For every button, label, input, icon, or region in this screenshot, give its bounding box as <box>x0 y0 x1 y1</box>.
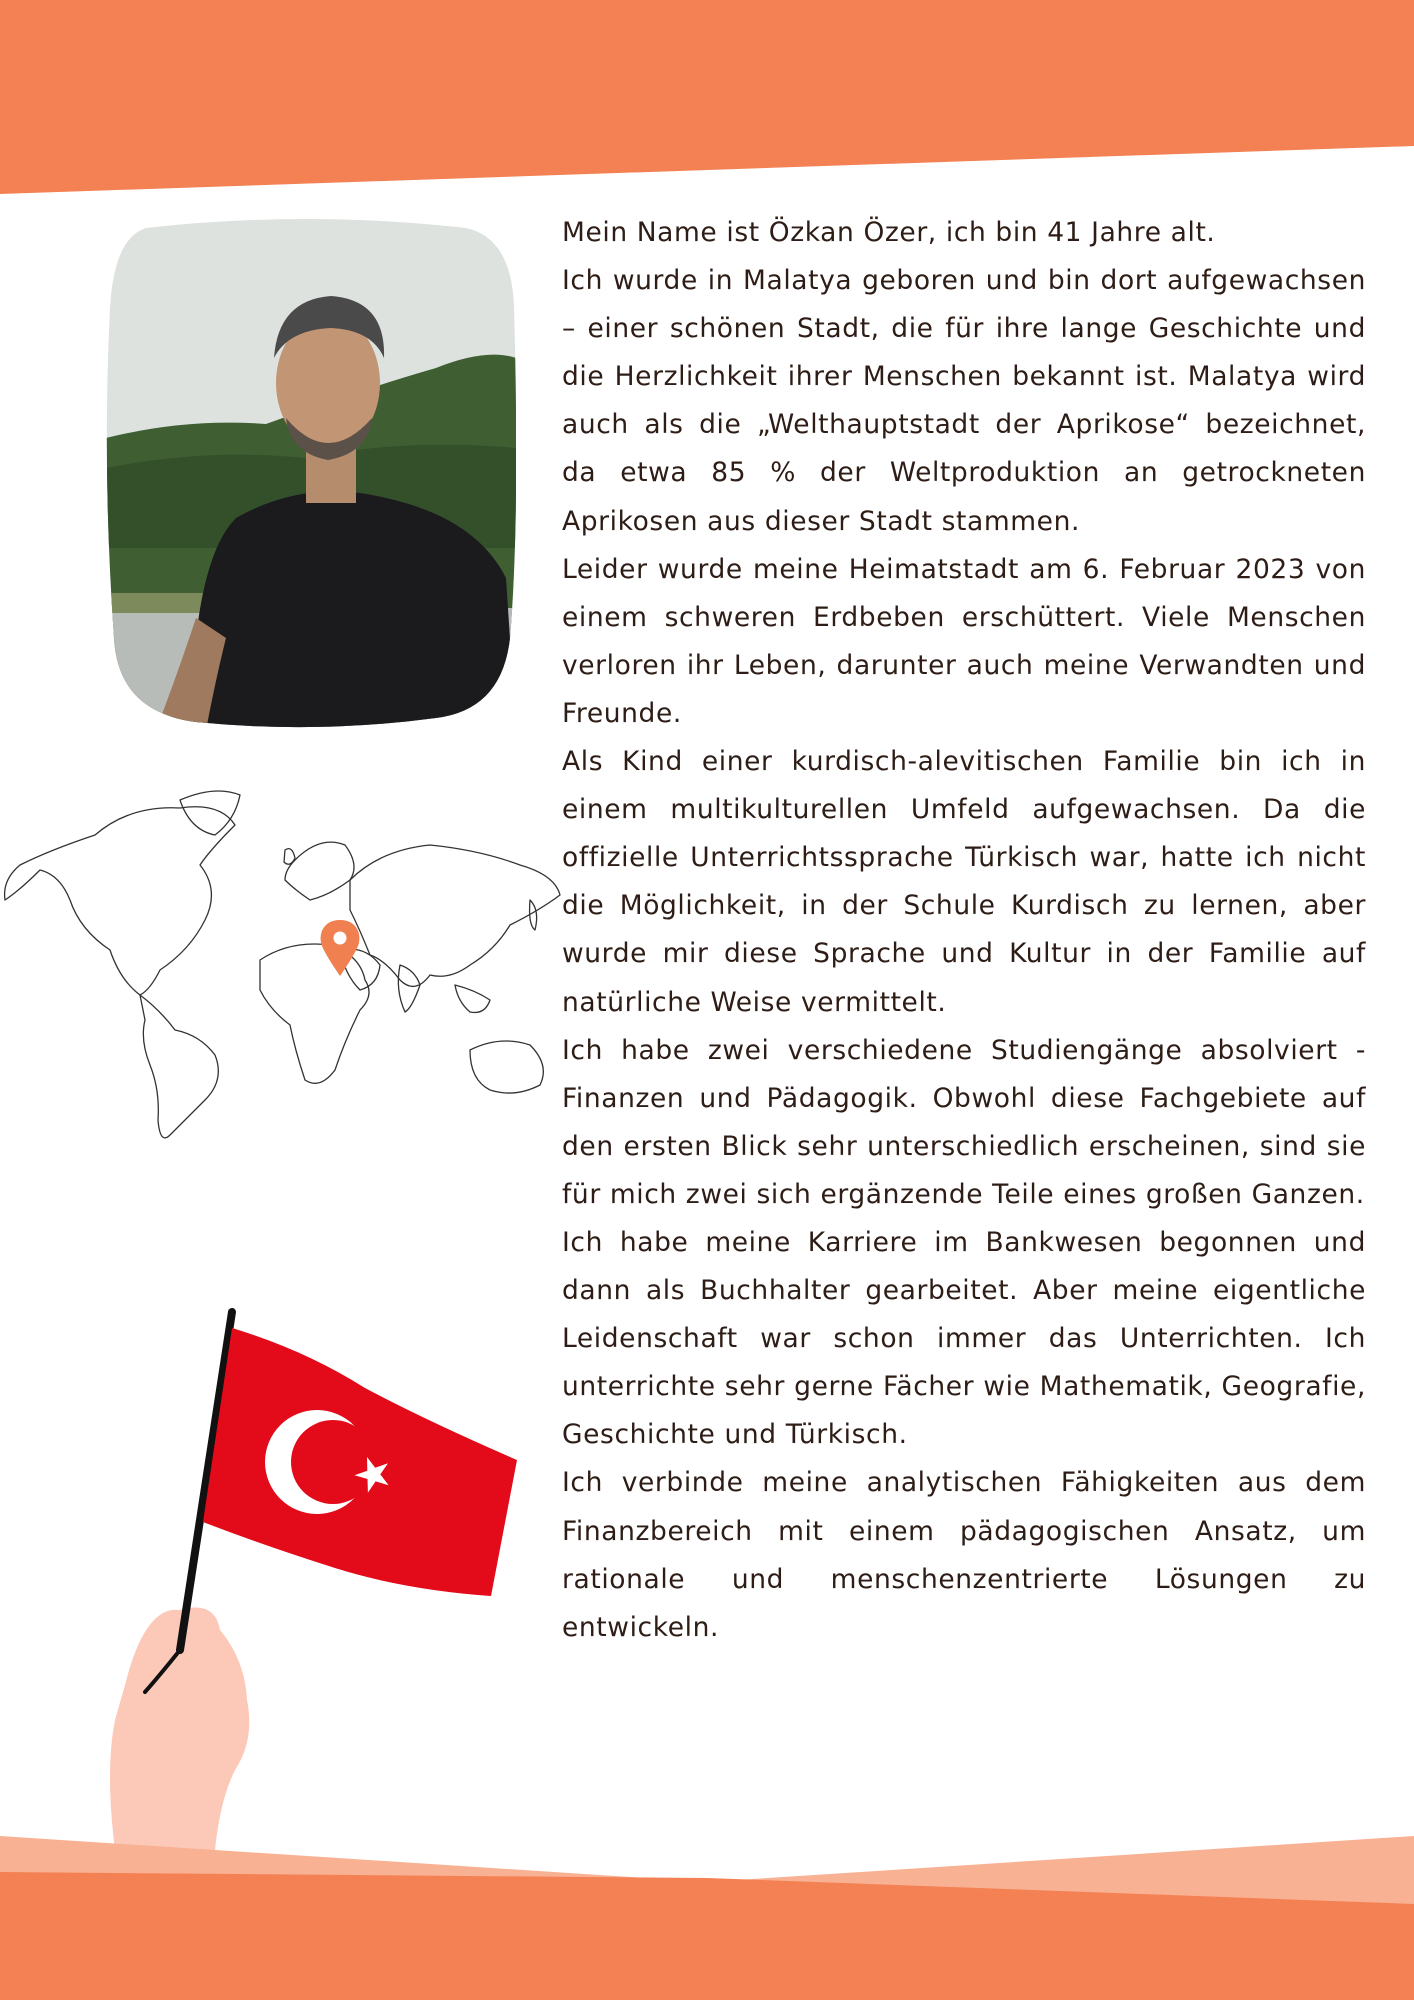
paragraph-intro: Mein Name ist Özkan Özer, ich bin 41 Jahre alt. <box>562 217 1216 248</box>
biography-text <box>562 209 1366 1652</box>
turkish-flag-icon <box>105 1300 525 1850</box>
paragraph-family: Als Kind einer kurdisch-alevitischen Familie bin ich in einem multikulturellen Umfeld aufgewachsen. Da die offizielle Unterrichtssprache Türkisch war, hatte ich nicht die Möglichkeit, in der Schule Kurdisch zu lernen, aber wurde mir diese Sprache und Kultur in der Familie auf natürliche Weise vermittelt. <box>562 746 1366 1018</box>
paragraph-malatya: Ich wurde in Malatya geboren und bin dort aufgewachsen – einer schönen Stadt, die für ihre lange Geschichte und die Herzlichkeit ihrer Menschen bekannt ist. Malatya wird auch als die „Welthauptstadt der Aprikose“ bezeichnet, da etwa 85 % der Weltproduktion an getrockneten Aprikosen aus dieser Stadt stammen. <box>562 265 1366 537</box>
paragraph-skills: Ich verbinde meine analytischen Fähigkeiten aus dem Finanzbereich mit einem pädagogischen Ansatz, um rationale und menschenzentrierte Lösungen zu entwickeln. <box>562 1467 1366 1643</box>
paragraph-studies: Ich habe zwei verschiedene Studiengänge absolviert - Finanzen und Pädagogik. Obwohl diese Fachgebiete auf den ersten Blick sehr unterschiedlich erscheinen, sind sie für mich zwei sich ergänzende Teile eines großen Ganzen. <box>562 1034 1366 1210</box>
paragraph-earthquake: Leider wurde meine Heimatstadt am 6. Februar 2023 von einem schweren Erdbeben erschüttert. Viele Menschen verloren ihr Leben, darunter auch meine Verwandten und Freunde. <box>562 553 1366 729</box>
bottom-decorative-band <box>0 1820 1414 2000</box>
portrait-photo <box>106 218 516 730</box>
top-decorative-band <box>0 0 1414 200</box>
world-map-icon <box>0 780 565 1150</box>
location-pin-icon <box>321 920 360 976</box>
paragraph-career: Ich habe meine Karriere im Bankwesen begonnen und dann als Buchhalter gearbeitet. Aber meine eigentliche Leidenschaft war schon immer das Unterrichten. Ich unterrichte sehr gerne Fächer wie Mathematik, Geografie, Geschichte und Türkisch. <box>562 1226 1366 1451</box>
